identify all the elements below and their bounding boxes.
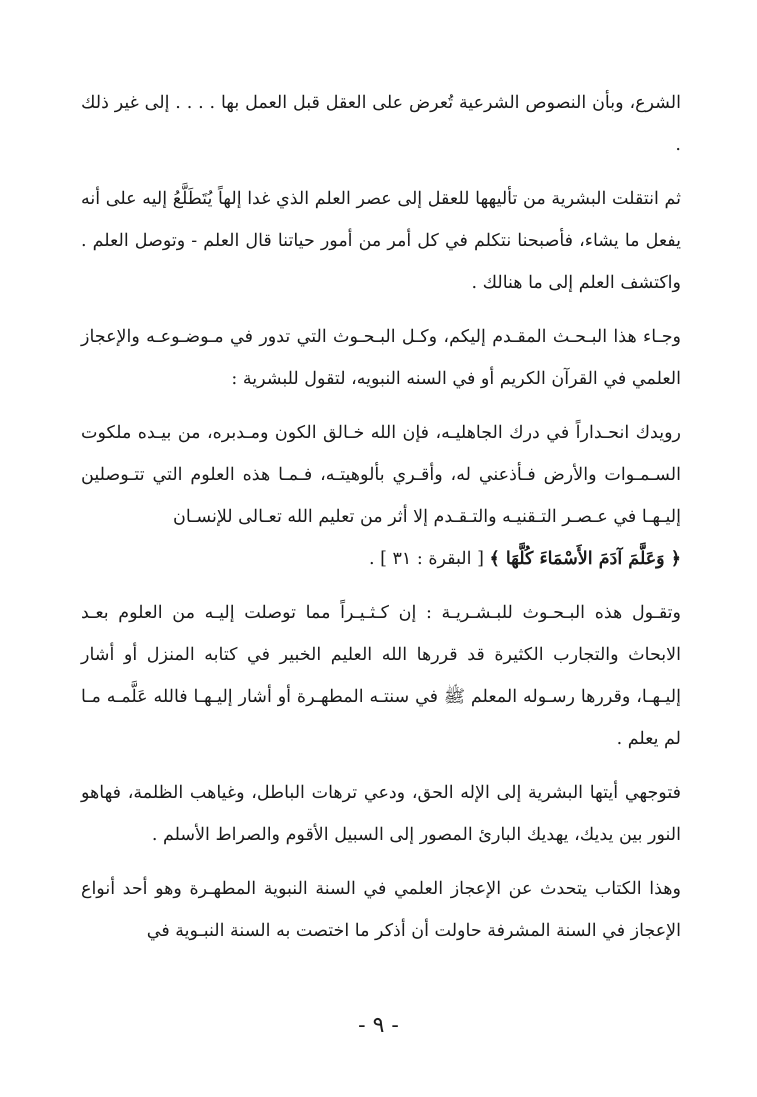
paragraph-7 <box>81 868 681 952</box>
paragraph-text: وهذا الكتاب يتحدث عن الإعجاز العلمي في السنة النبوية المطهـرة وهو أحد أنواع الإعجاز في السنة المشرفة حاولت أن أذكر ما اختصت به السنة النبـوية في <box>81 879 681 941</box>
paragraph-text: رويدك انحـداراً في درك الجاهليـه، فإن الله خـالق الكون ومـدبره، من بيـده ملكوت السـمـوات والأرض فـأذعني له، وأقـري بألوهيتـه، فـمـا هذه العلوم التي تتـوصلين إليـهـا في عـصـر التـقنيـه والتـقـدم إلا أثر من تعليم الله تعـالى للإنسـان <box>81 423 681 527</box>
page-body <box>81 82 681 964</box>
quran-verse: ﴿ وَعَلَّمَ آدَمَ الأَسْمَاءَ كُلَّهَا ﴾ <box>489 549 681 569</box>
page-number: - ٩ - <box>358 1013 399 1038</box>
verse-citation: [ البقرة : ٣١ ] . <box>369 549 484 569</box>
paragraph-4 <box>81 412 681 580</box>
paragraph-text: فتوجهي أيتها البشرية إلى الإله الحق، ودعي ترهات الباطل، وغياهب الظلمة، فهاهو النور بين يديك، يهديك البارئ المصور إلى السبيل الأقوم والصراط الأسلم . <box>81 783 681 845</box>
paragraph-6 <box>81 772 681 856</box>
paragraph-2 <box>81 178 681 304</box>
paragraph-3 <box>81 316 681 400</box>
paragraph-text: وجـاء هذا البـحـث المقـدم إليكم، وكـل البـحـوث التي تدور في مـوضـوعـه والإعجاز العلمي في القرآن الكريم أو في السنه النبويه، لتقول للبشرية : <box>81 327 681 389</box>
paragraph-text: ثم انتقلت البشرية من تأليهها للعقل إلى عصر العلم الذي غدا إلهاً يُتَطَلَّعُ إليه على أنه يفعل ما يشاء، فأصبحنا نتكلم في كل أمر من أمور حياتنا قال العلم - وتوصل العلم . واكتشف العلم إلى ما هنالك . <box>81 189 681 293</box>
paragraph-1 <box>81 82 681 166</box>
paragraph-text: الشرع، وبأن النصوص الشرعية تُعرض على العقل قبل العمل بها . . . . إلى غير ذلك . <box>81 93 681 155</box>
quran-verse-line <box>81 538 681 580</box>
paragraph-text: وتقـول هذه البـحـوث للبـشـريـة : إن كـثـيـراً مما توصلت إليـه من العلوم بعـد الابحاث والتجارب الكثيرة قد قررها الله العليم الخبير في كتابه المنزل أو أشار إليـهـا، وقررها رسـوله المعلم ﷺ في سنتـه المطهـرة أو أشار إليـهـا فالله عَلَّمـه مـا لم يعلم . <box>81 603 681 749</box>
paragraph-5 <box>81 592 681 760</box>
